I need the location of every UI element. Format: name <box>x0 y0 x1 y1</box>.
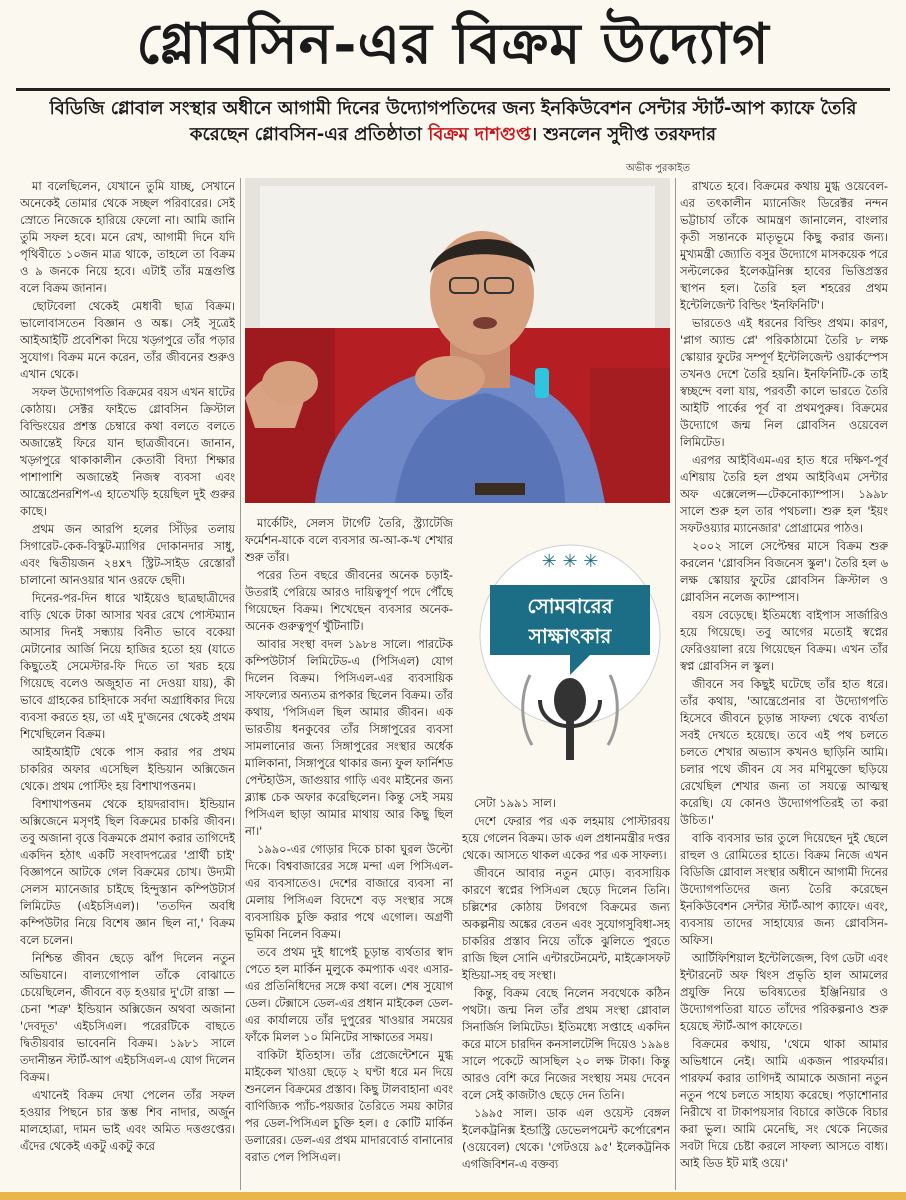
article-paragraph: পরের তিন বছরে জীবনের অনেক চড়াই-উতরাই পেরিয়ে আরও দায়িত্বপূর্ণ পদে পৌঁছে গিয়েছেন বিক্রম। শিখেছেন ব্যবসার অনেক-অনেক গুরুত্বপূর্ণ খুঁটিনাটি। <box>245 568 453 633</box>
article-paragraph: ভারতেও এই ধরনের বিল্ডিং প্রথম। কারণ, 'প্লাগ অ্যান্ড প্লে' পরিকাঠামো তৈরি ৮ লক্ষ স্কোয়ার ফুটের সম্পূর্ণ ইন্টেলিজেন্ট ওয়ার্কস্পেস তখনও দেশে তৈরি হয়নি। ইনফিনিটি-কে তাই স্বচ্ছন্দে বলা যায়, পরবর্তী কালে ভারতে তৈরি আইটি পার্কের পূর্ব বা প্রথমপুরুষ। বিক্রমের উদ্যোগে জন্ম নিল গ্লোবসিন ওয়েবেল লিমিটেড। <box>680 316 888 449</box>
subhead-text: বিডিজি গ্লোবাল সংস্থার অধীনে আগামী দিনের উদ্যোগপতিদের জন্য ইনকিউবেশন সেন্টার স্টার্ট-আপ ক্যাফে তৈরি করেছেন গ্লোবসিন-এর প্রতিষ্ঠাতা <box>49 98 857 145</box>
article-paragraph: মা বলেছিলেন, যেখানে তুমি যাচ্ছ, সেখানে অনেকেই তোমার থেকে সচ্ছল পরিবারের। সেই স্রোতে নিজেকে হারিয়ে ফেলো না। আমি জানি তুমি সফল হবে। মনে রেখ, আগামী দিনে যদি পৃথিবীতে ১০জন মাত্র থাকে, তাহলে তা বিক্রম ও ৯ জনকে নিয়ে হবে। এটাই তাঁর মন্ত্রগুপ্তি বলে বিক্রম জানান। <box>20 179 235 295</box>
article-paragraph: আইআইটি থেকে পাস করার পর প্রথম চাকরির অফার এসেছিল ইন্ডিয়ান অক্সিজেন থেকে। প্রথম পোস্টিং হয় বিশাখাপত্তনম। <box>20 745 235 793</box>
article-paragraph: আবার সংস্থা বদল ১৯৮৪ সালে। পারটেক কম্পিউটার্স লিমিটেড-এ (পিসিএল) যোগ দিলেন বিক্রম। পিসিএল-এর ব্যবসায়িক সাফল্যের অন্যতম রূপকার ছিলেন বিক্রম। তাঁর কথায়, 'পিসিএল ছিল আমার জীবন। এক ভারতীয় ধনকুবের তাঁর সিঙ্গাপুরের ব্যবসা সামলানোর জন্য সিঙ্গাপুরের সংস্থার অর্ধেক মালিকানা, সিঙ্গাপুরে থাকার জন্য ফুল ফার্নিশড পেন্টহাউস, জাগুয়ার গাড়ি এবং মাইনের জন্য ব্ল্যাঙ্ক চেক অফার করেছিলেন। কিন্তু সেই সময় পিসিএল ছাড়া আমার মাথায় আর কিছু ছিল না।' <box>245 637 453 838</box>
article-paragraph: মার্কেটিং, সেলস টার্গেট তৈরি, স্ট্র্যাটেজি ফর্মেশন-যাকে বলে ব্যবসার অ-আ-ক-খ শেখার শুরু তাঁর। <box>245 516 453 564</box>
article-column-2 <box>245 515 453 1190</box>
interview-badge <box>470 525 670 785</box>
portrait-photo <box>245 178 670 503</box>
article-paragraph: ১৯৯৫ সাল। ডাক এল ওয়েস্ট বেঙ্গল ইলেকট্রনিক্স ইন্ডাস্ট্রি ডেভেলপমেন্ট কর্পোরেশন (ওয়েবেল) থেকে। 'গেটওয়ে ৯৫' ইলেকট্রনিক এগজিবিশন-এ বক্তব্য <box>462 1106 670 1171</box>
article-paragraph: এখানেই বিক্রম দেখা পেলেন তাঁর সফল হওয়ার পিছনে চার স্তম্ভ শিব নাদার, অর্জুন মালহোত্রা, দামন ভাই এবং অমিত দত্তগুপ্তের। এঁদের থেকেই একটু একটু করে <box>20 1088 235 1153</box>
article-paragraph: সফল উদ্যোগপতি বিক্রমের বয়স এখন ষাটের কোঠায়। সেক্টর ফাইভে গ্লোবসিন ক্রিস্টাল বিল্ডিংয়ের প্রশস্ত চেম্বারে কথা বলতে বলতে অজান্তেই ফিরে যান ছাত্রজীবনে। জানান, খড়্গপুরে থাকাকালীন কেতাবী বিদ্যা শিক্ষার পাশাপাশি অজান্তেই নিজস্ব ব্যবসা এবং আন্ত্রেপ্রেনরশিপ-এ হাতেখড়ি হয়েছিল দুই গুরুর কাছে। <box>20 385 235 518</box>
article-paragraph: তবে প্রথম দুই ধাপেই চূড়ান্ত ব্যর্থতার স্বাদ পেতে হল মার্কিন মুলুকে কমপ্যাক এবং এসার-এর প্রতিনিধিদের সঙ্গে কথা বলে। শেষ সুযোগ ডেল। টেক্সাসে ডেল-এর প্রধান মাইকেল ডেল-এর কার্যালয়ে তাঁর দুপুরের খাওয়ার সময়ের ফাঁকে মিলল ১০ মিনিটের সাক্ষাতের সময়। <box>245 945 453 1044</box>
footer-bar <box>0 1192 906 1200</box>
subhead-name-highlight: বিক্রম দাশগুপ্ত <box>428 124 531 145</box>
article-paragraph: কিন্তু, বিক্রম বেছে নিলেন সবথেকে কঠিন পথটা। জন্ম নিল তাঁর প্রথম সংস্থা গ্লোবাল সিনার্জিস লিমিটেড। ইতিমধ্যে সপ্তাহে একদিন করে মাসে চারদিন কনসালটেন্সি দিয়েও ১৯৯৪ সালে পকেটে আসছিল ২০ লক্ষ টাকা। কিন্তু আরও বেশি করে নিজের সংস্থায় সময় দেবেন বলে সেই কাজটাও ছেড়ে দেন তিনি। <box>462 986 670 1102</box>
article-paragraph: বাকিটা ইতিহাস। তাঁর প্রেজেন্টেশনে মুগ্ধ মাইকেল খাওয়া ছেড়ে ২ ঘণ্টা ধরে মন দিয়ে শুনলেন বিক্রমের প্রস্তাব। কিছু টালবাহানা এবং বাণিজ্যিক প্যাঁচ-পয়জার তৈরিতে সময় কাটার পর ডেল-পিসিএল চুক্তি হল। ৫ কোটি মার্কিন ডলারের। ডেল-এর প্রথম মাদারবোর্ড বানানোর বরাত পেল পিসিএল। <box>245 1048 453 1164</box>
article-paragraph: নিশ্চিন্ত জীবন ছেড়ে ঝাঁপ দিলেন নতুন অভিযানে। বাল্যগোপাল তাঁকে বোঝাতে চেয়েছিলেন, জীবনে বড় হওয়ার দু'টো রাস্তা — চেনা 'শত্রু' ইন্ডিয়ান অক্সিজেন অথবা অজানা 'দেবদূত' এইচসিএল। পরেরটিকে বাছতে দ্বিতীয়বার ভাবেননি বিক্রম। ১৯৮১ সালে তদানীন্তন স্টার্ট-আপ এইচসিএল-এ যোগ দিলেন বিক্রম। <box>20 951 235 1084</box>
article-paragraph: দেশে ফেরার পর এক লহমায় পোস্টারবয় হয়ে গেলেন বিক্রম। ডাক এল প্রধানমন্ত্রীর দপ্তর থেকে। আসতে থাকল একের পর এক সাফল্য। <box>462 814 670 862</box>
article-paragraph: আর্টিফিশিয়াল ইন্টেলিজেন্স, বিগ ডেটা এবং ইন্টারনেট অফ থিংস প্রভৃতি হাল আমলের প্রযুক্তি নিয়ে ভবিষ্যতের ইঞ্জিনিয়ার ও উদ্যোগপতিরা যাতে তাঁদের পরিকল্পনাও শুরু হয়েছে স্টার্ট-আপ কাফেতে। <box>680 951 888 1033</box>
subhead-tail: । শুনলেন সুদীপ্ত তরফদার <box>530 124 717 145</box>
article-paragraph: সেটা ১৯৯১ সাল। <box>474 796 556 810</box>
article-paragraph: বয়স বেড়েছে। ইতিমধ্যে বাইপাস সার্জারিও হয়ে গিয়েছে। তবু আগের মতোই স্বপ্নের ফেরিওয়ালা রয়ে গিয়েছেন বিক্রম। এখন তাঁর স্বপ্ন গ্লোবসিন ল স্কুল। <box>680 608 888 673</box>
article-paragraph: ১৯৯০-এর গোড়ার দিকে চাকা ঘুরল উল্টো দিকে। বিশ্ববাজারের সঙ্গে মন্দা এল পিসিএল-এর ব্যবসাতেও। দেশের বাজারে ব্যবসা না মেলায় পিসিএল বিদেশে বড় সংস্থার সঙ্গে ব্যবসায়িক চুক্তি করার পথে এগোল। অগ্রণী ভূমিকা নিলেন বিক্রম। <box>245 842 453 941</box>
article-paragraph: এরপর আইবিএম-এর হাত ধরে দক্ষিণ-পূর্ব এশিয়ায় তৈরি হল প্রথম আইবিএম সেন্টার অফ এক্সেলেন্স—টেকনোক্যাম্পাস। ১৯৯৮ সালে শুরু হল তার পথচলা। শুরু হল 'ইয়ং সফটওয়্যার ম্যানেজার' প্রোগ্রামের পাঠও। <box>680 453 888 535</box>
svg-text:✳ ✳ ✳: ✳ ✳ ✳ <box>541 551 599 572</box>
headline: গ্লোবসিন-এর বিক্রম উদ্যোগ <box>136 11 770 77</box>
column-divider <box>240 178 241 1190</box>
article-paragraph: ২০০২ সালে সেপ্টেম্বর মাসে বিক্রম শুরু করলেন 'গ্লোবসিন বিজনেস স্কুল'। তৈরি হল ৬ লক্ষ স্কোয়ার ফুটের গ্লোবসিন ক্রিস্টাল ও গ্লোবসিন নলেজ ক্যাম্পাস। <box>680 539 888 604</box>
badge-line2: সাক্ষাৎকার <box>528 624 612 648</box>
subheadline <box>20 96 886 148</box>
article-column-4 <box>680 178 888 1190</box>
article-paragraph: বাকি ব্যবসার ভার তুলে দিয়েছেন দুই ছেলে রাহুল ও রোমিতের হাতে। বিক্রম নিজে এখন বিডিজি গ্লোবাল সংস্থার অধীনে আগামী দিনের উদ্যোগপতিদের জন্য তৈরি করেছেন ইনকিউবেশন সেন্টার স্টার্ট-আপ ক্যাফে। এবং, ব্যবসায় তাদের সাহায্যের জন্য গ্লোবসিন-অফিস। <box>680 831 888 947</box>
column-divider <box>675 178 676 1190</box>
article-paragraph: রাখতে হবে। বিক্রমের কথায় মুগ্ধ ওয়েবেল-এর তৎকালীন ম্যানেজিং ডিরেক্টর নন্দন ভট্টাচার্য তাঁকে আমন্ত্রণ জানালেন, বাংলার কৃতী সন্তানকে মাতৃভূমে কিছু করার জন্য। মুখ্যমন্ত্রী জ্যোতি বসুর উদ্যোগে মাসকয়েক পরে সল্টলেকের ইলেকট্রনিক্স হাবের ভিত্তিপ্রস্তর স্থাপন হল। তৈরি হল শহরের প্রথম ইন্টেলিজেন্ট বিল্ডিং 'ইনফিনিটি'। <box>680 179 888 312</box>
article-column-1 <box>20 178 235 1190</box>
headline-rule <box>16 88 890 91</box>
article-paragraph: বিক্রমের কথায়, 'থেমে থাকা আমার অভিধানে নেই। আমি একজন পারফর্মার। পারফর্ম করার তাগিদই আমাকে অজানা নতুন নতুন পথে চলতে সাহায্য করেছে। পড়াশোনার নিরীখে বা টাকাপয়সার বিচারে কাউকে বিচার করা ভুল। আমি মেনেছি, সং থেকে নিজের সবটা দিয়ে চেষ্টা করলে সাফল্য আসতে বাধ্য। আই ডিড ইট মাই ওয়ে।' <box>680 1037 888 1170</box>
article-paragraph: জীবনে আবার নতুন মোড়। ব্যবসায়িক কারণে স্বপ্নের পিসিএল ছেড়ে দিলেন তিনি। চল্লিশের কোঠায় টগবগে বিক্রমের জন্য অকল্পনীয় অঙ্কের বেতন এবং সুযোগসুবিধা-সহ চাকরির প্রস্তাব নিয়ে তাঁকে ঝুলিতে পুরতে রাজি ছিল সোনি এন্টারটেনমেন্ট, মাইক্রোসফট ইন্ডিয়া-সহ বহু সংস্থা। <box>462 866 670 982</box>
article-paragraph: ছোটবেলা থেকেই মেধাবী ছাত্র বিক্রম। ভালোবাসতেন বিজ্ঞান ও অঙ্ক। সেই সূত্রেই আইআইটি প্রবেশিকা দিয়ে খড়্গপুরে তাঁর পড়ার সুযোগ। বিক্রম মনে করেন, তাঁর জীবনের শুরুও এখান থেকে। <box>20 299 235 381</box>
photo-credit: অভীক পুরকাইত <box>625 163 690 174</box>
article-paragraph: বিশাখাপত্তনম থেকে হায়দরাবাদ। ইন্ডিয়ান অক্সিজেনে মসৃণই ছিল বিক্রমের চাকরি জীবন। তবু অজানা বৃত্তে বিক্রমকে প্রমাণ করার তাগিদেই একদিন হঠাৎ একটি সংবাদপত্রের 'প্রার্থী চাই' বিজ্ঞাপনে আটকে গেল বিক্রমের চোখ। উদ্যমী সেলস ম্যানেজার চাইছে হিন্দুস্তান কম্পিউটার্স লিমিটেড (এইচসিএল)। 'ততদিন অবধি কম্পিউটার নিয়ে বিশেষ জ্ঞান ছিল না,' বিক্রম বলে চলেন। <box>20 797 235 947</box>
article-paragraph: প্রথম জন আরপি হলের সিঁড়ির তলায় সিগারেট-কেক-বিস্কুট-ম্যাগির দোকানদার সাধু, এবং দ্বিতীয়জন ২৪x৭ স্ট্রিট-সাইড রেস্তোরাঁ চালানো আনওয়ার খান ওরফে ছেদী। <box>20 522 235 587</box>
article-column-3 <box>462 795 670 1190</box>
badge-line1: সোমবারের <box>527 594 613 618</box>
article-paragraph: জীবনে সব কিছুই ঘটেছে তাঁর হাত ধরে। তাঁর কথায়, 'আন্ত্রেপ্রেনার বা উদ্যোগপতি হিসেবে জীবনে চূড়ান্ত সাফল্য থেকে ব্যর্থতা সবই দেখতে হয়েছে। তবে এই পথ চলতে চলতে শেখার অভ্যাস কখনও ছাড়িনি আমি। চলার পথে জীবন যে সব মণিমুক্তো ছড়িয়ে রেখেছিল শেখার জন্য তা সযত্নে আত্মস্থ করেছি। যে কোনও উদ্যোগপতিরই তা করা উচিত।' <box>680 677 888 827</box>
article-paragraph: দিনের-পর-দিন ধারে খাইয়েও ছাত্রছাত্রীদের বাড়ি থেকে টাকা আসার খবর রেখে পোস্টম্যান আসার দিনই সন্ধ্যায় বিনীত ভাবে বকেয়া মেটানোর আর্জি নিয়ে হাজির হতো হয় (যাতে কিছুতেই সেমেস্টার-ফি দিতে তা খরচ হয়ে গিয়েছে বলেও অজুহাত না দেওয়া যায়), কী ভাবে গ্রাহকের চাহিদাকে সর্বদা অগ্রাধিকার দিয়ে ব্যবসা করতে হয়, তা এই দু'জনের থেকেই প্রথম শিখেছিলেন বিক্রম। <box>20 591 235 741</box>
